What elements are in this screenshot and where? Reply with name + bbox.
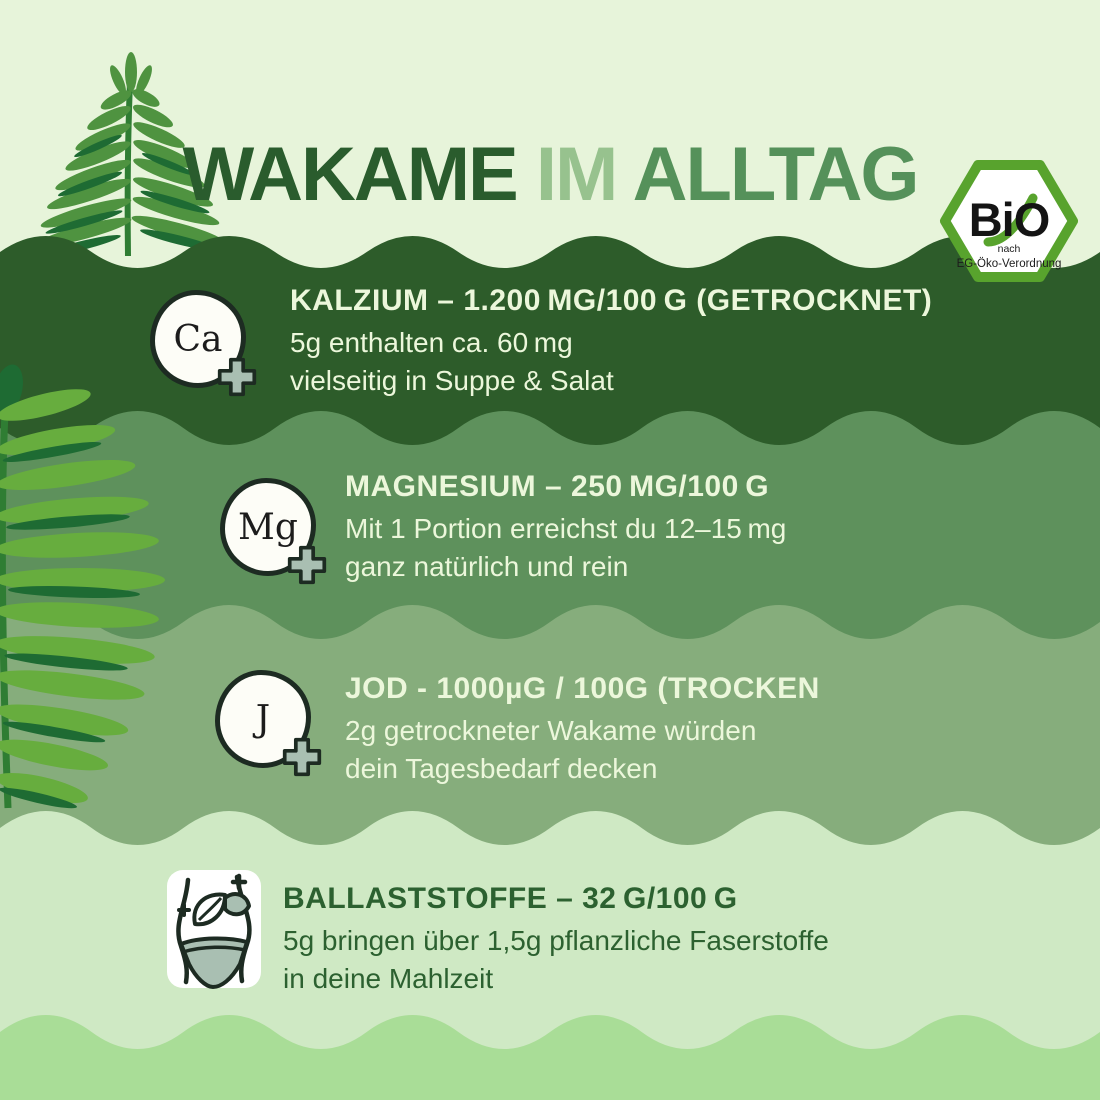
plus-icon [216, 356, 258, 398]
calcium-symbol-label: Ca [173, 318, 223, 360]
ballaststoffe-line2: in deine Mahlzeit [283, 963, 494, 994]
jod-symbol-label: J [255, 698, 271, 740]
bio-word: BiO [968, 193, 1050, 246]
page-title [0, 131, 1100, 217]
jod-badge [215, 670, 311, 768]
magnesium-badge [220, 478, 316, 576]
plus-icon [281, 736, 323, 778]
jod-heading: JOD - 1000µG / 100G (TROCKEN [345, 672, 820, 705]
waist-fiber-icon [163, 868, 265, 990]
title-im: IM [535, 131, 617, 217]
plus-icon [286, 544, 328, 586]
section-ballaststoffe [283, 882, 829, 998]
kalzium-line2: vielseitig in Suppe & Salat [290, 365, 614, 396]
section-jod [345, 672, 820, 788]
section-magnesium [345, 470, 786, 586]
bio-organic-badge [936, 156, 1082, 286]
jod-line1: 2g getrockneter Wakame würden [345, 715, 757, 746]
kalzium-heading: KALZIUM – 1.200 MG/100 G (GETROCKNET) [290, 284, 933, 317]
magnesium-line1: Mit 1 Portion erreichst du 12–15 mg [345, 513, 787, 544]
ballaststoffe-heading: BALLASTSTOFFE – 32 G/100 G [283, 882, 738, 915]
bio-subline-1: nach [997, 243, 1021, 255]
section-kalzium [290, 284, 932, 400]
ballaststoffe-line1: 5g bringen über 1,5g pflanzliche Faserstoffe [283, 925, 829, 956]
title-alltag: ALLTAG [632, 131, 918, 217]
magnesium-line2: ganz natürlich und rein [345, 551, 629, 582]
kalzium-line1: 5g enthalten ca. 60 mg [290, 327, 573, 358]
kalzium-badge [150, 290, 246, 388]
magnesium-symbol-label: Mg [238, 506, 298, 548]
bio-subline-2: EG-Öko-Verordnung [956, 258, 1062, 270]
magnesium-heading: MAGNESIUM – 250 MG/100 G [345, 470, 770, 503]
title-wakame: WAKAME [182, 131, 517, 217]
jod-line2: dein Tagesbedarf decken [345, 753, 658, 784]
